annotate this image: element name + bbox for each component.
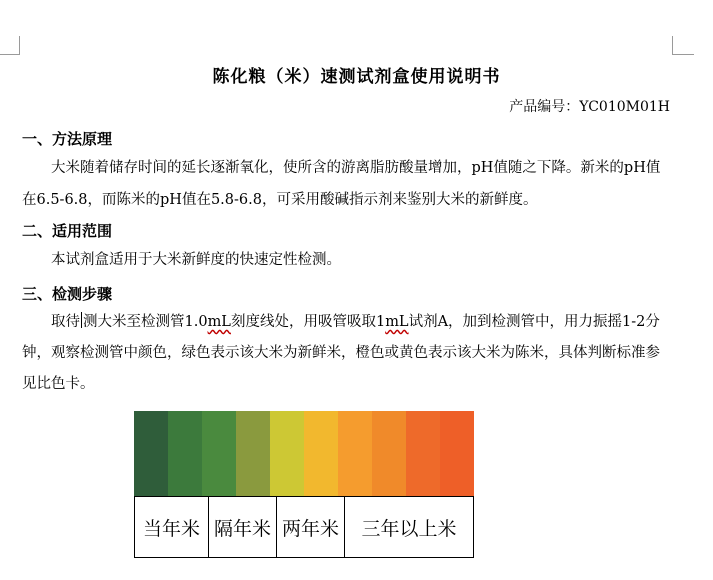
steps-text: 刻度线处，用吸管吸取1 [230,314,386,330]
page-corner-mark [0,54,20,55]
steps-text: 测大米至检测管1.0 [83,314,208,330]
color-swatch-4 [236,411,270,496]
text-cursor [81,312,82,328]
color-swatch-strip [134,411,474,496]
unit-ml-spellcheck: mL [385,314,409,330]
color-swatch-1 [134,411,168,496]
color-swatch-8 [372,411,406,496]
color-swatch-2 [168,411,202,496]
label-current-year-rice: 当年米 [135,497,209,557]
section-heading-principle: 一、方法原理 [22,130,113,148]
color-swatch-5 [270,411,304,496]
document-title: 陈化粮（米）速测试剂盒使用说明书 [212,67,501,87]
color-comparison-card [134,411,474,559]
steps-text-start: 取待 [51,314,80,330]
color-swatch-3 [202,411,236,496]
unit-ml-spellcheck: mL [207,314,231,330]
page-corner-mark [672,54,694,55]
color-swatch-10 [440,411,474,496]
product-code: 产品编号：YC010M01H [509,99,670,115]
page-corner-mark [19,36,20,55]
label-last-year-rice: 隔年米 [209,497,277,557]
page-corner-mark [672,36,673,55]
steps-text: 试剂A，加到检测管中，用力振摇1-2分钟，观察检测管中颜色，绿色表示该大米为新鲜米，橙色或黄色表示该大米为陈米，具体判断标准参见比色卡。 [22,314,660,392]
color-swatch-7 [338,411,372,496]
label-three-plus-year-rice: 三年以上米 [361,517,457,540]
section-heading-steps: 三、检测步骤 [22,285,113,303]
steps-paragraph[interactable] [22,307,672,400]
principle-paragraph[interactable]: 大米随着储存时间的延长逐渐氧化，使所含的游离脂肪酸量增加，pH值随之下降。新米的pH值在6.5-6.8，而陈米的pH值在5.8-6.8，可采用酸碱指示剂来鉴别大米的新鲜度。 [22,160,661,208]
color-card-label-row [134,496,474,558]
section-heading-scope: 二、适用范围 [22,222,113,240]
color-swatch-9 [406,411,440,496]
scope-paragraph[interactable]: 本试剂盒适用于大米新鲜度的快速定性检测。 [51,252,341,268]
label-two-year-rice: 两年米 [277,497,345,557]
color-swatch-6 [304,411,338,496]
